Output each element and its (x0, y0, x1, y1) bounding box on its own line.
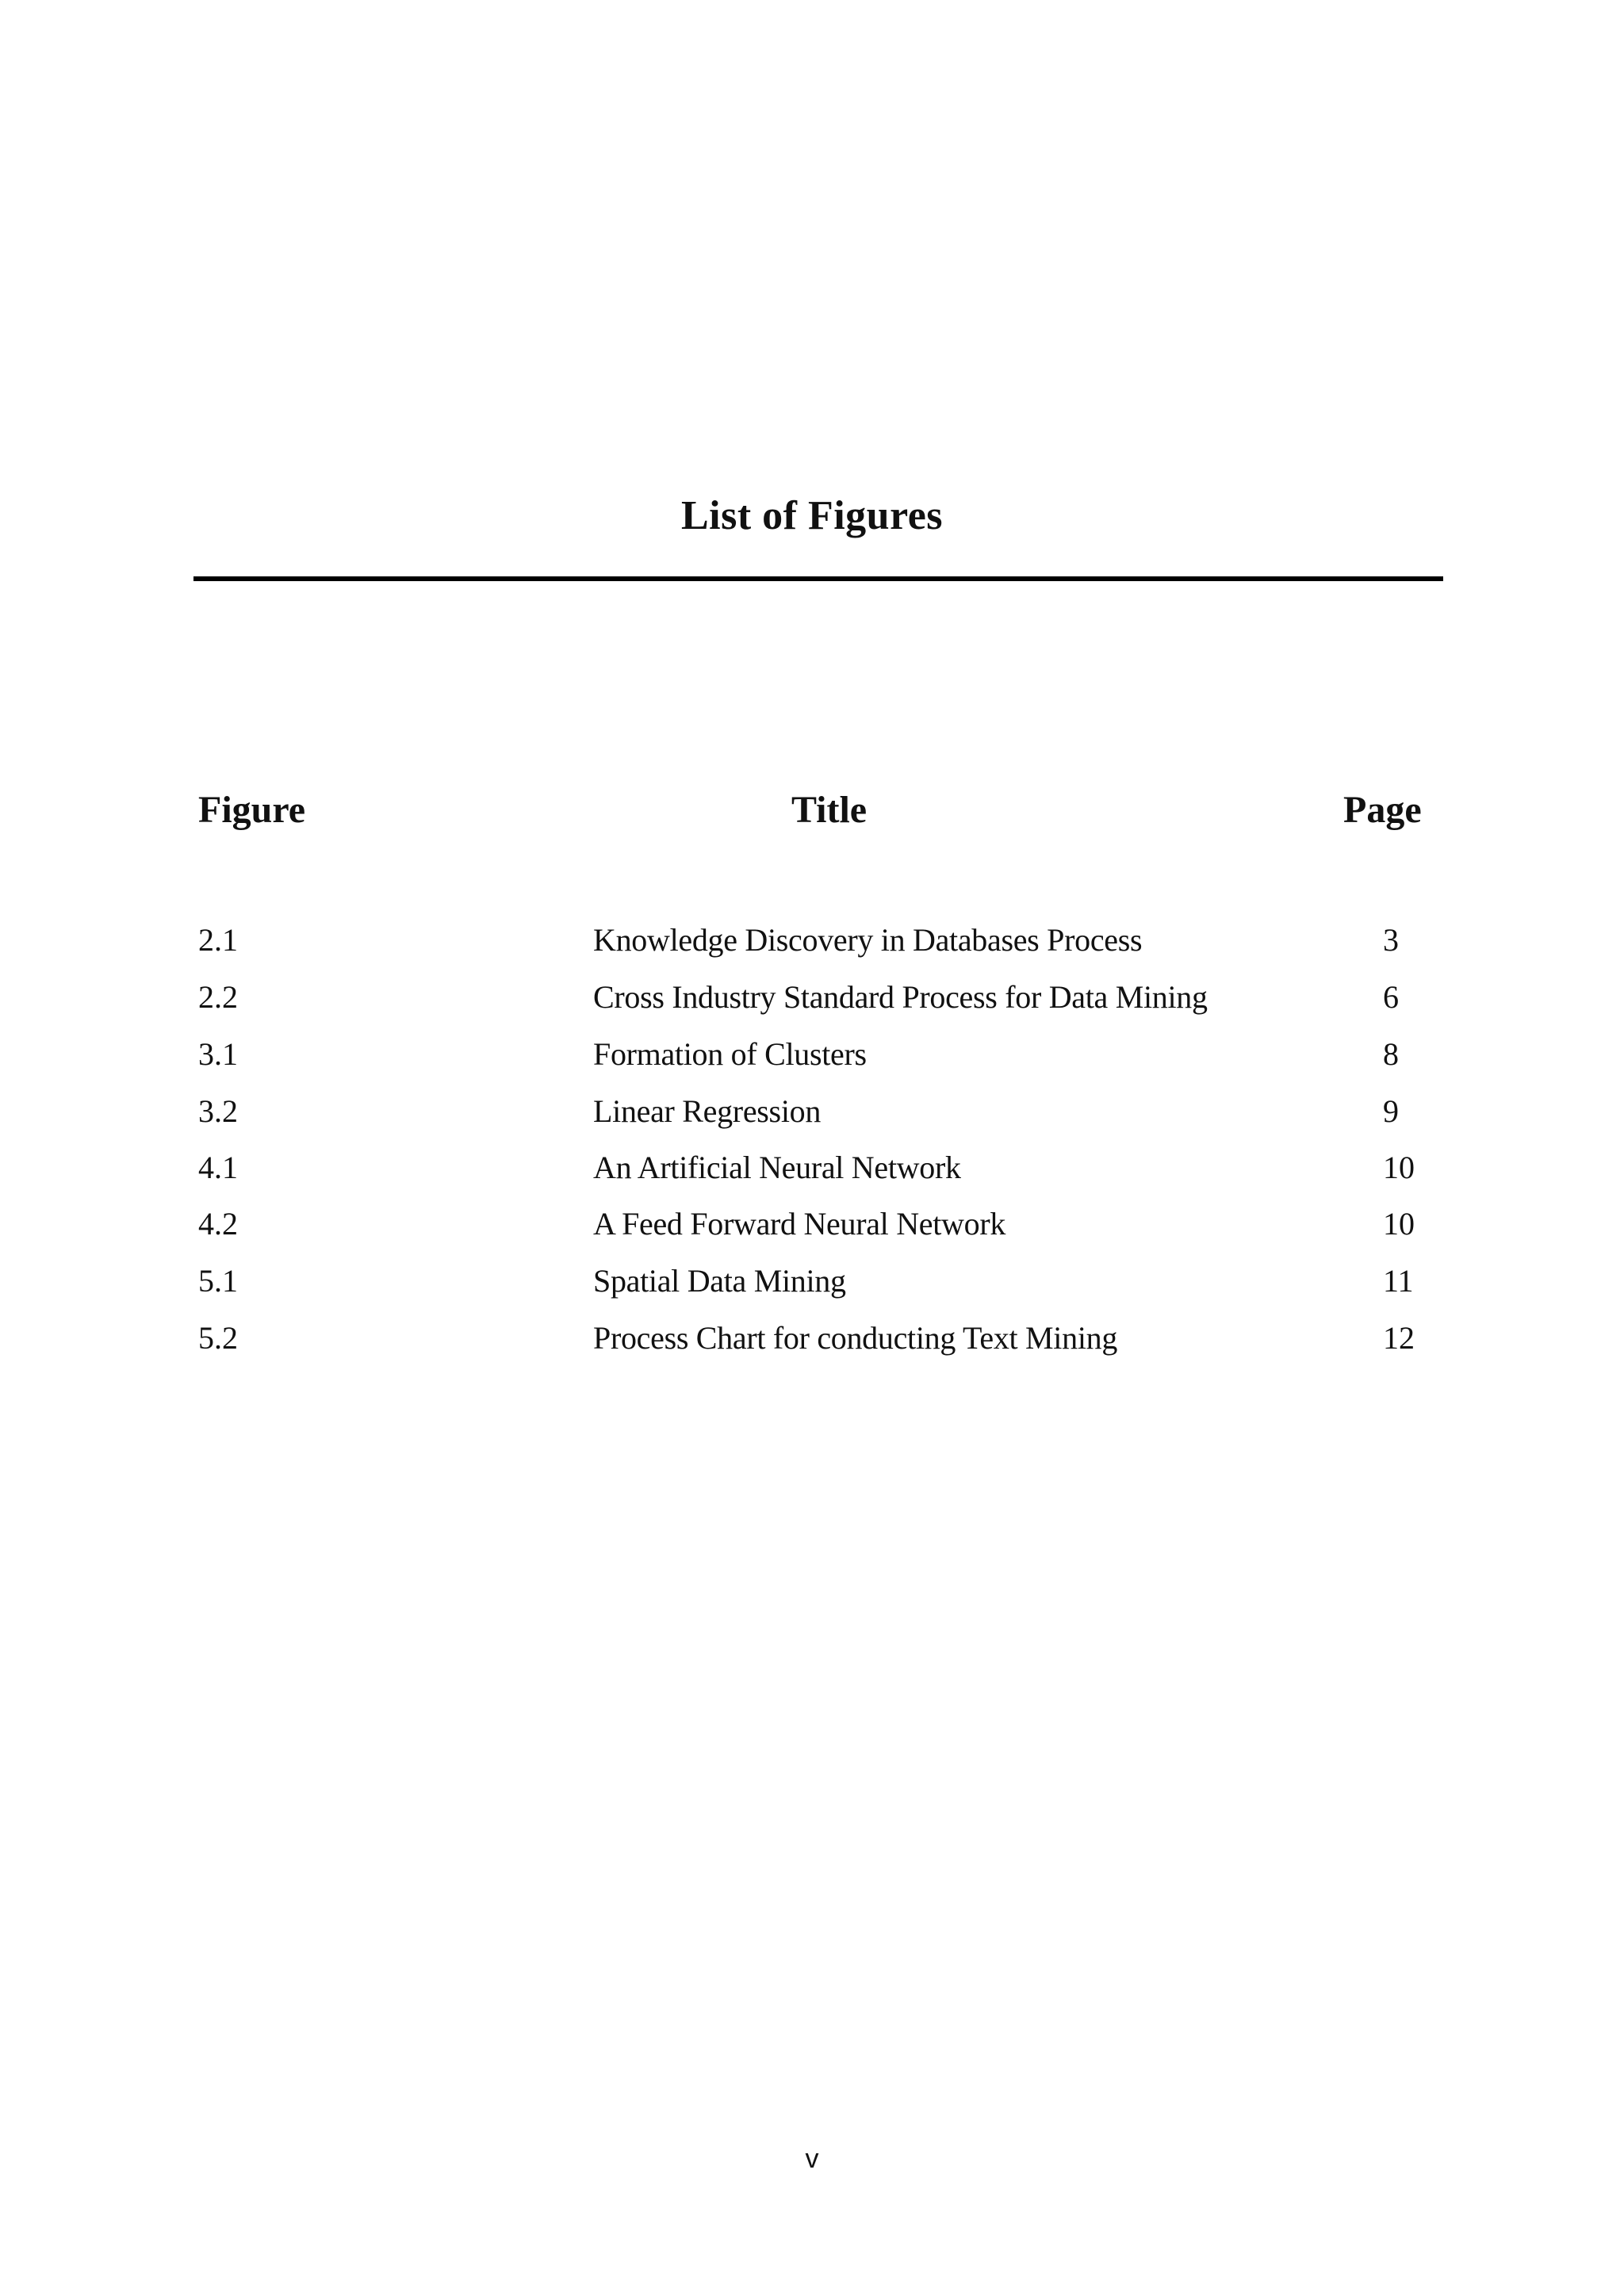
figure-title: Knowledge Discovery in Databases Process (593, 922, 1143, 958)
figure-title: Spatial Data Mining (593, 1263, 846, 1299)
figure-page: 10 (1383, 1150, 1415, 1185)
figure-page: 6 (1383, 979, 1399, 1015)
figure-number: 5.1 (198, 1263, 238, 1299)
figure-page: 11 (1383, 1263, 1414, 1299)
figure-entry (0, 1208, 1624, 1256)
figure-number: 3.2 (198, 1093, 238, 1129)
column-header-title: Title (791, 789, 868, 831)
figure-title: Process Chart for conducting Text Mining (593, 1320, 1118, 1356)
figure-number: 5.2 (198, 1320, 238, 1356)
figure-title: An Artificial Neural Network (593, 1150, 961, 1185)
figure-title: Formation of Clusters (593, 1036, 867, 1072)
title-divider (193, 576, 1443, 581)
figure-entry (0, 1152, 1624, 1200)
page-number: v (805, 2144, 819, 2174)
figure-page: 8 (1383, 1036, 1399, 1072)
figure-entry (0, 924, 1624, 972)
figure-entry (0, 1036, 1624, 1086)
figure-number: 4.2 (198, 1206, 238, 1242)
figure-number: 4.1 (198, 1150, 238, 1185)
page-title: List of Figures (680, 493, 944, 538)
column-header-page: Page (1343, 789, 1422, 831)
figure-entry (0, 1093, 1624, 1143)
column-header-figure: Figure (198, 789, 306, 831)
figure-entry (0, 1322, 1624, 1370)
figure-page: 9 (1383, 1093, 1399, 1129)
figure-page: 10 (1383, 1206, 1415, 1242)
figure-title: Cross Industry Standard Process for Data Mining (593, 979, 1208, 1015)
figure-number: 3.1 (198, 1036, 238, 1072)
figure-title: Linear Regression (593, 1093, 822, 1129)
figure-entry (0, 979, 1624, 1029)
figure-page: 3 (1383, 922, 1399, 958)
figure-title: A Feed Forward Neural Network (593, 1206, 1006, 1242)
figure-page: 12 (1383, 1320, 1415, 1356)
figure-number: 2.1 (198, 922, 238, 958)
figure-entry (0, 1265, 1624, 1313)
figure-number: 2.2 (198, 979, 238, 1015)
